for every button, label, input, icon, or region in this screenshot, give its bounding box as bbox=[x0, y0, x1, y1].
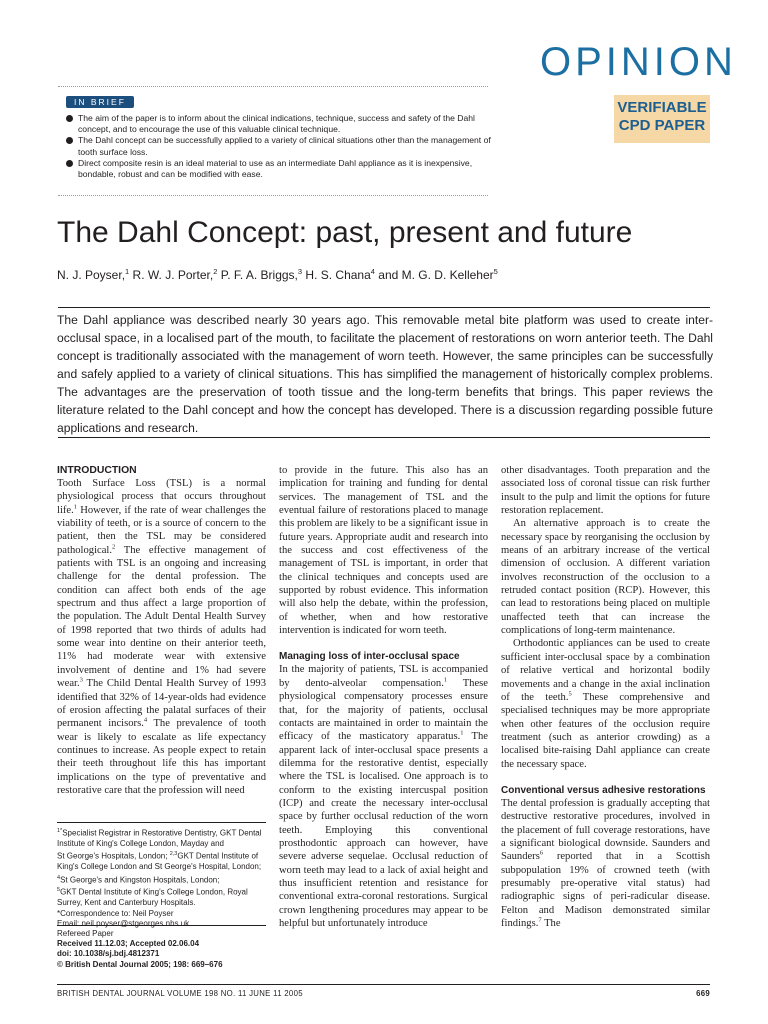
text-run: Email: neil.poyser@stgeorges.nhs.uk bbox=[57, 919, 190, 928]
received-dates: Received 11.12.03; Accepted 02.06.04 bbox=[57, 939, 200, 949]
text-run: Tooth Surface Loss (TSL) is a normal physiological process that occurs throughout life. bbox=[57, 478, 266, 516]
affiliations bbox=[57, 826, 266, 929]
author-list: N. J. Poyser,$^1$ R. W. J. Porter,$^2$ P. F. A. Briggs,$^3$ H. S. Chana$^4$ and M. G. D. Kelleher$^5$ bbox=[57, 267, 498, 282]
reference-superscript: 1 bbox=[460, 729, 464, 737]
text-run: St George's Hospitals, London; bbox=[57, 851, 170, 861]
in-brief-list bbox=[64, 113, 494, 180]
paragraph: An alternative approach is to create the necessary space by reorganising the occlusion by means of an arbitrary increase of the vertical dimension of occlusion. A different variation involves reconstruction of the occlusion to a retruded contact position (RCP). However, this can lead to restorations being placed on multiple unaffected teeth that can increase the complications of long-term maintenance. bbox=[501, 518, 710, 637]
paragraph bbox=[501, 797, 710, 930]
refereed-info bbox=[57, 929, 266, 970]
reference-superscript: 2,3 bbox=[169, 851, 178, 858]
article-title: The Dahl Concept: past, present and future bbox=[57, 216, 633, 249]
top-rule bbox=[58, 86, 488, 87]
in-brief-item: The Dahl concept can be successfully applied to a variety of clinical situations other than the management of tooth surface loss. bbox=[64, 135, 494, 157]
section-heading-introduction: INTRODUCTION bbox=[57, 465, 137, 476]
affiliation-line bbox=[57, 873, 266, 886]
reference-superscript: 4 bbox=[57, 874, 61, 881]
paragraph bbox=[501, 637, 710, 770]
bullet-icon bbox=[66, 115, 73, 122]
spacer bbox=[501, 771, 710, 784]
text-run: These comprehensive and specialised techniques may be more appropriate when other features of the occlusion require treatment (such as anterior crowding) as a localised bite-raising Dahl appliance can create the necessary space. bbox=[501, 691, 710, 770]
text-run: *Correspondence to: Neil Poyser bbox=[57, 908, 174, 918]
reference-superscript: 1* bbox=[57, 828, 63, 834]
journal-name: BRITISH DENTAL JOURNAL bbox=[57, 989, 165, 998]
reference-superscript: 7 bbox=[538, 916, 542, 924]
body-column-2 bbox=[279, 464, 488, 930]
correspondence-line bbox=[57, 909, 266, 919]
text-run: The Child Dental Health Survey of 1993 identified that 32% of 14-year-olds had evidence of erosion affecting the palatal surfaces of their permanent incisors. bbox=[57, 678, 266, 730]
reference-superscript: 6 bbox=[539, 849, 544, 857]
section-heading-managing-loss: Managing loss of inter-occlusal space bbox=[279, 651, 460, 663]
in-brief-item: Direct composite resin is an ideal material to use as an intermediate Dahl appliance as it is inexpensive, bondable, robust and can be modified with ease. bbox=[64, 158, 494, 180]
text-run: Specialist Registrar in Restorative Dentistry, GKT Dental Institute of King's College London, Mayday and bbox=[57, 828, 262, 848]
copyright: © British Dental Journal 2005; 198: 669–676 bbox=[57, 959, 223, 969]
reference-superscript: 2 bbox=[112, 543, 116, 551]
cpd-badge bbox=[614, 95, 710, 143]
bullet-icon bbox=[66, 137, 73, 144]
section-heading-conventional-vs-adhesive: Conventional versus adhesive restorations bbox=[501, 784, 706, 796]
paragraph bbox=[279, 663, 488, 930]
text-run: These physiological compensatory processes ensure that, for the majority of patients, occlusal contacts are maintained in order to maintain the efficacy of the masticatory apparatus. bbox=[279, 677, 488, 743]
in-brief-item: The aim of the paper is to inform about the clinical indications, technique, success and safety of the Dahl concept, and to encourage the use of this valuable clinical technique. bbox=[64, 113, 494, 135]
paragraph: to provide in the future. This also has an implication for training and funding for dental services. The management of TSL and the eventual failure of restorations placed to manage this problem are likely to be a significant issue in future years. Appropriate audit and research into the success and cost effectiveness of the management of TSL is important, in order that the clinical techniques and concepts used are supported by robust evidence. This information will also help the debate, within the profession, of whether, when and how restorative intervention is indicated for worn teeth. bbox=[279, 465, 488, 637]
paragraph: other disadvantages. Tooth preparation and the associated loss of coronal tissue can risk further insult to the pulp and limit the options for future restoration replacement. bbox=[501, 465, 710, 517]
text-run: St George's and Kingston Hospitals, London; bbox=[60, 875, 220, 885]
text-run: Orthodontic appliances can be used to create sufficient inter-occlusal space by a combination of relative vertical and horizontal bodily movements and a change in the axial inclination of the teeth. bbox=[501, 638, 710, 703]
text-run: The apparent lack of inter-occlusal space presents a dilemma for the restorative dentist, especially where the TSL is localised. One approach is to conform to the existing intercuspal position (ICP) and create the necessary inter-occlusal space by further occlusal reduction of the worn teeth. Employing this conventional prosthodontic approach can however, have severe adverse sequelae. Occlusal reduction of worn teeth may lead to a lack of axial height and thus insufficient retention and resistance for conventional extra-coronal restorations. Surgical crown lengthening procedures may appear to be helpful but unfortunately introduce bbox=[279, 731, 488, 929]
text-run: The bbox=[541, 918, 561, 929]
text-run: reported that in a Scottish subpopulation 19% of crowned teeth (with presumably pre-operative vital status) had radiographic signs of peri-radicular disease. Felton and Madison demonstrated similar findings. bbox=[501, 851, 710, 929]
page-number: 669 bbox=[696, 989, 710, 998]
body-column-3 bbox=[501, 464, 710, 930]
text-run: The dental profession is gradually accepting that destructive restorative procedures, involved in the placement of full coverage restorations, have a significant biological downside. Saunders and Saunders bbox=[501, 797, 710, 863]
reference-superscript: 5 bbox=[57, 887, 61, 894]
text-run: In the majority of patients, TSL is accompanied by dento-alveolar compensation. bbox=[279, 664, 488, 689]
section-label: OPINION bbox=[540, 40, 737, 84]
reference-superscript: 1 bbox=[443, 676, 448, 684]
abstract: The Dahl appliance was described nearly 30 years ago. This removable metal bite platform was used to create inter-occlusal space, in a localised part of the mouth, to facilitate the placement of restorations on worn anterior teeth. The Dahl concept is traditionally associated with the management of worn teeth. However, the same principles can be successfully and safely applied to a variety of clinical situations. This has simplified the management of historically complex problems. The advantages are the preservation of tooth tissue and the long-term benefits that brings. This paper reviews the literature related to the Dahl concept and how the concept has developed. There is a discussion regarding possible future applications and research. bbox=[57, 313, 713, 435]
spacer bbox=[279, 637, 488, 650]
issue-info: VOLUME 198 NO. 11 JUNE 11 2005 bbox=[167, 989, 303, 998]
affiliation-line bbox=[57, 826, 266, 849]
reference-superscript: 3 bbox=[79, 676, 83, 684]
page-footer bbox=[57, 989, 710, 999]
in-brief-label: IN BRIEF bbox=[66, 96, 134, 108]
affiliation-line bbox=[57, 885, 266, 908]
body-column-1 bbox=[57, 464, 266, 797]
cpd-badge-line-2: CPD PAPER bbox=[618, 117, 706, 134]
reference-superscript: 4 bbox=[143, 716, 148, 724]
affiliations-rule bbox=[57, 822, 266, 823]
abstract-top-rule bbox=[58, 307, 710, 308]
paragraph bbox=[57, 477, 266, 797]
in-brief-bottom-rule bbox=[58, 195, 488, 196]
footer-rule bbox=[57, 984, 710, 985]
doi: doi: 10.1038/sj.bdj.4812371 bbox=[57, 949, 160, 959]
refereed-label: Refereed Paper bbox=[57, 929, 114, 938]
text-run: GKT Dental Institute of King's College London and St George's Hospital, London; bbox=[57, 851, 262, 872]
text-run: The prevalence of tooth wear is likely to escalate as life expectancy continues to increase. As people expect to retain their teeth throughout life this has important implications on the type of preventative and restorative care that the profession will need bbox=[57, 718, 266, 796]
text-run: However, if the rate of wear challenges the viability of teeth, or is a source of concern to the patient, then the TSL may be considered pathological. bbox=[57, 504, 266, 556]
abstract-bottom-rule bbox=[58, 437, 710, 438]
reference-superscript: 5 bbox=[568, 690, 572, 698]
reference-superscript: 1 bbox=[73, 503, 78, 511]
text-run: The effective management of patients with TSL is an ongoing and increasing challenge for the dental profession. The condition can affect both ends of the age spectrum and thus affect a large proportion of the population. The Adult Dental Health Survey of 1998 reported that two thirds of adults had some wear into dentine on their anterior teeth, 11% had moderate wear with extensive involvement of dentine and 1% had severe wear. bbox=[57, 544, 266, 690]
cpd-badge-line-1: VERIFIABLE bbox=[617, 99, 707, 116]
text-run: GKT Dental Institute of King's College London, Royal Surrey, Kent and Canterbury Hospitals. bbox=[57, 888, 248, 908]
affiliation-line bbox=[57, 849, 266, 872]
refereed-rule bbox=[57, 925, 266, 926]
bullet-icon bbox=[66, 160, 73, 167]
